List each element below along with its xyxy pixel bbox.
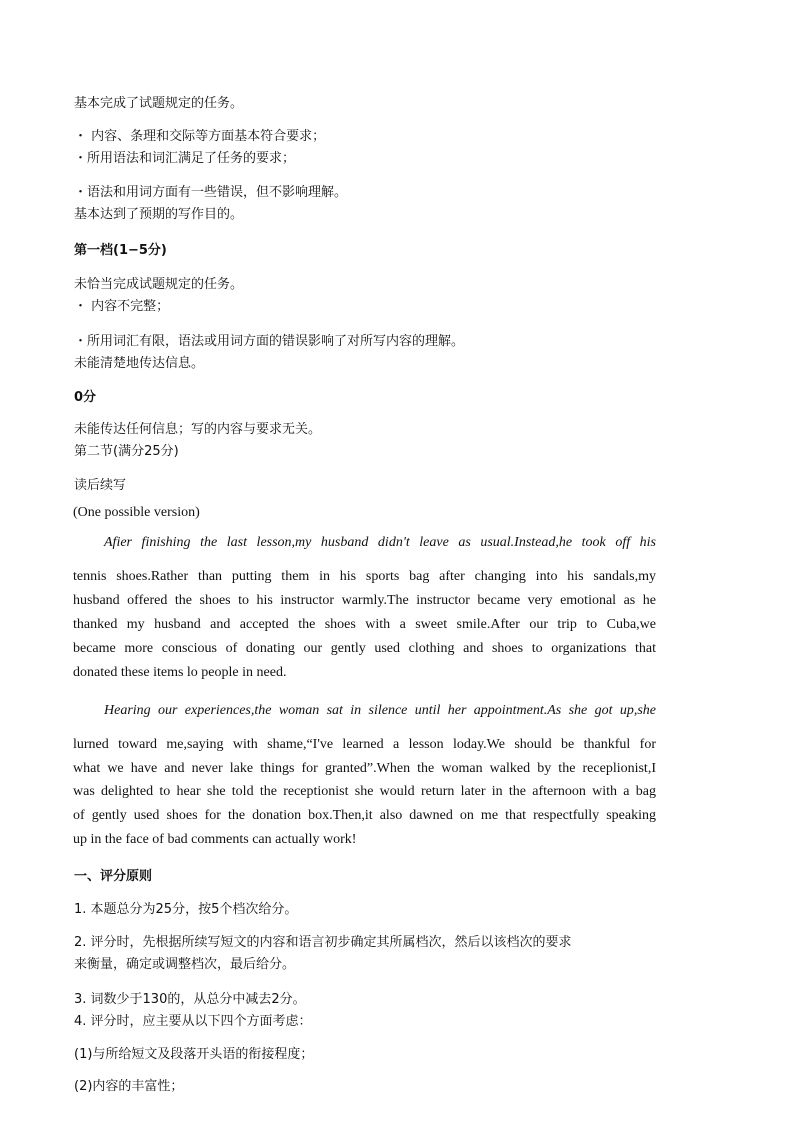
scoring-item: 1. 本题总分为25分，按5个档次给分。	[74, 902, 298, 917]
grade-heading: 0分	[74, 390, 97, 405]
text-line: 未能清楚地传达信息。	[74, 356, 205, 371]
scoring-subitem: (2)内容的丰富性；	[74, 1079, 184, 1094]
essay-line: up in the face of bad comments can actually work!	[73, 832, 357, 847]
scoring-heading: 一、评分原则	[74, 869, 153, 884]
section-title: 第二节(满分25分)	[74, 444, 179, 459]
scoring-item: 3. 词数少于130的，从总分中减去2分。	[74, 992, 306, 1007]
text-line: 未能传达任何信息；写的内容与要求无关。	[74, 422, 322, 437]
text-line: 基本完成了试题规定的任务。	[74, 96, 244, 111]
essay-line: husband offered the shoes to his instructor warmly.The instructor became very emotional as he	[73, 593, 656, 608]
version-label: (One possible version)	[73, 505, 200, 520]
essay-line: Afier finishing the last lesson,my husband didn't leave as usual.Instead,he took off his	[104, 535, 656, 550]
essay-line: Hearing our experiences,the woman sat in silence until her appointment.As she got up,she	[104, 703, 656, 718]
section-subtitle: 读后续写	[74, 478, 127, 493]
essay-line: thanked my husband and accepted the shoes with a sweet smile.After our trip to Cuba,we	[73, 617, 656, 632]
bullet-line: ・所用词汇有限，语法或用词方面的错误影响了对所写内容的理解。	[74, 334, 465, 349]
bullet-line: ・语法和用词方面有一些错误，但不影响理解。	[74, 185, 348, 200]
text-line: 未恰当完成试题规定的任务。	[74, 277, 244, 292]
scoring-item: 2. 评分时，先根据所续写短文的内容和语言初步确定其所属档次，然后以该档次的要求	[74, 935, 572, 950]
bullet-line: ・ 内容、条理和交际等方面基本符合要求；	[74, 129, 326, 144]
essay-line: what we have and never lake things for granted”.When the woman walked by the receplionist,I	[73, 761, 656, 776]
essay-line: became more conscious of donating our gently used clothing and shoes to organizations that	[73, 641, 656, 656]
text-line: 基本达到了预期的写作目的。	[74, 207, 244, 222]
scoring-subitem: (1)与所给短文及段落开头语的衔接程度；	[74, 1047, 314, 1062]
essay-line: lurned toward me,saying with shame,“I've learned a lesson loday.We should be thankful for	[73, 737, 656, 752]
grade-heading: 第一档(1−5分)	[74, 243, 167, 258]
scoring-item: 来衡量，确定或调整档次，最后给分。	[74, 957, 296, 972]
bullet-line: ・所用语法和词汇满足了任务的要求；	[74, 151, 296, 166]
scoring-item: 4. 评分时，应主要从以下四个方面考虑：	[74, 1014, 312, 1029]
essay-line: donated these items lo people in need.	[73, 665, 287, 680]
essay-line: of gently used shoes for the donation box.Then,it also dawned on me that respectfully speaking	[73, 808, 656, 823]
essay-line: was delighted to hear she told the receptionist she would return later in the afternoon with a bag	[73, 784, 656, 799]
essay-line: tennis shoes.Rather than putting them in his sports bag after changing into his sandals,my	[73, 569, 656, 584]
bullet-line: ・ 内容不完整；	[74, 299, 170, 314]
